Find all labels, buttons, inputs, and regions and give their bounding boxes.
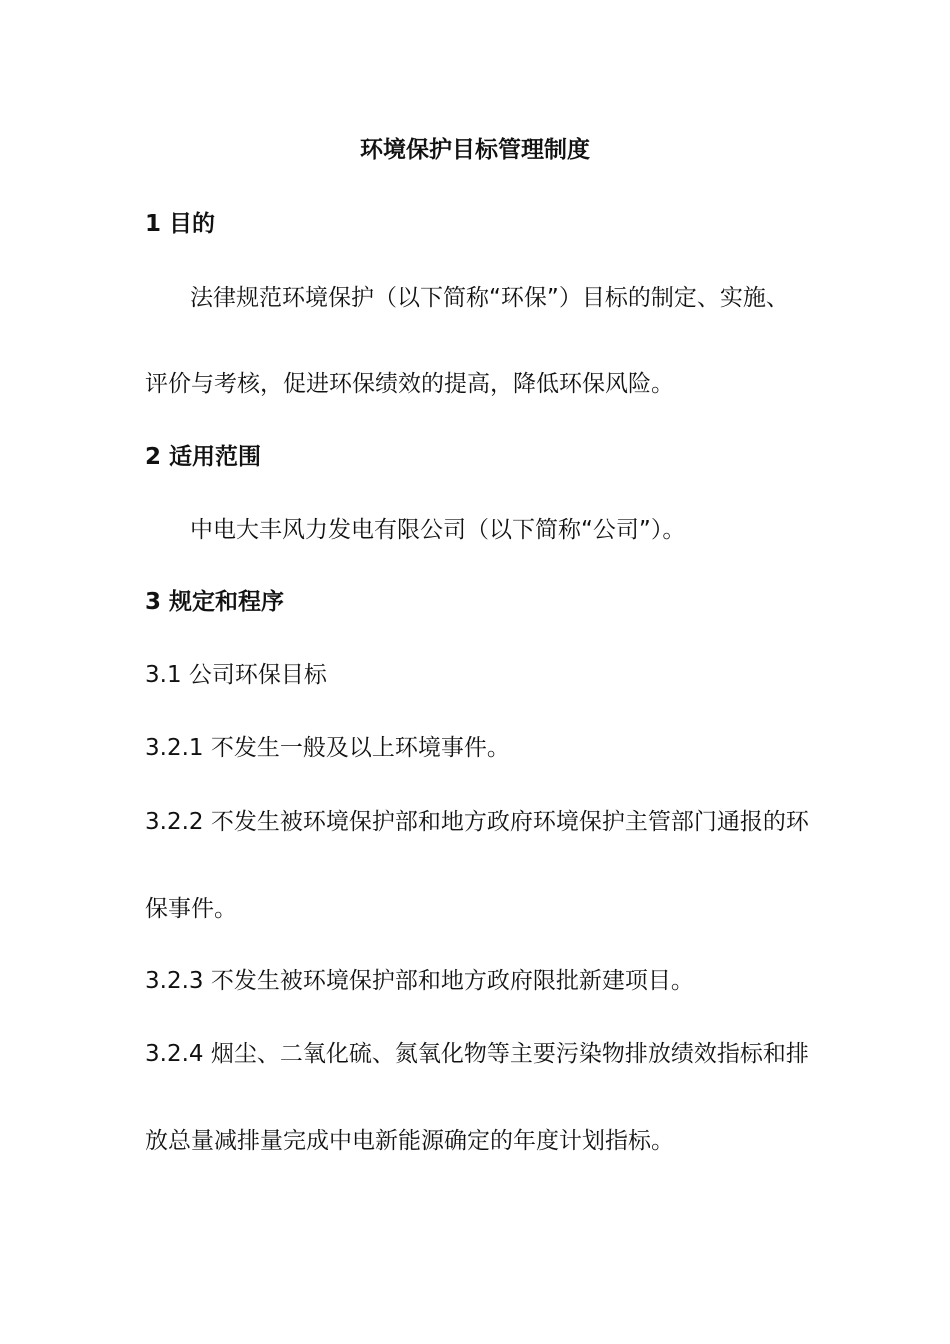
item-3-2-2-line-1: 3.2.2 不发生被环境保护部和地方政府环境保护主管部门通报的环 bbox=[145, 809, 809, 835]
section-3-heading: 3 规定和程序 bbox=[145, 589, 285, 615]
section-1-heading: 1 目的 bbox=[145, 211, 216, 237]
item-3-2-4-line-1: 3.2.4 烟尘、二氧化硫、氮氧化物等主要污染物排放绩效指标和排 bbox=[145, 1041, 809, 1067]
item-3-2-1: 3.2.1 不发生一般及以上环境事件。 bbox=[145, 735, 510, 761]
section-2-paragraph: 中电大丰风力发电有限公司（以下简称“公司”）。 bbox=[190, 517, 686, 543]
item-3-2-4-line-2: 放总量减排量完成中电新能源确定的年度计划指标。 bbox=[145, 1128, 674, 1154]
section-1-paragraph-line-2: 评价与考核，促进环保绩效的提高，降低环保风险。 bbox=[145, 371, 674, 397]
section-2-heading: 2 适用范围 bbox=[145, 444, 262, 470]
document-title: 环境保护目标管理制度 bbox=[360, 137, 590, 163]
item-3-2-3: 3.2.3 不发生被环境保护部和地方政府限批新建项目。 bbox=[145, 968, 694, 994]
subsection-3-1: 3.1 公司环保目标 bbox=[145, 662, 327, 688]
item-3-2-2-line-2: 保事件。 bbox=[145, 896, 237, 922]
section-1-paragraph-line-1: 法律规范环境保护（以下简称“环保”）目标的制定、实施、 bbox=[190, 285, 789, 311]
